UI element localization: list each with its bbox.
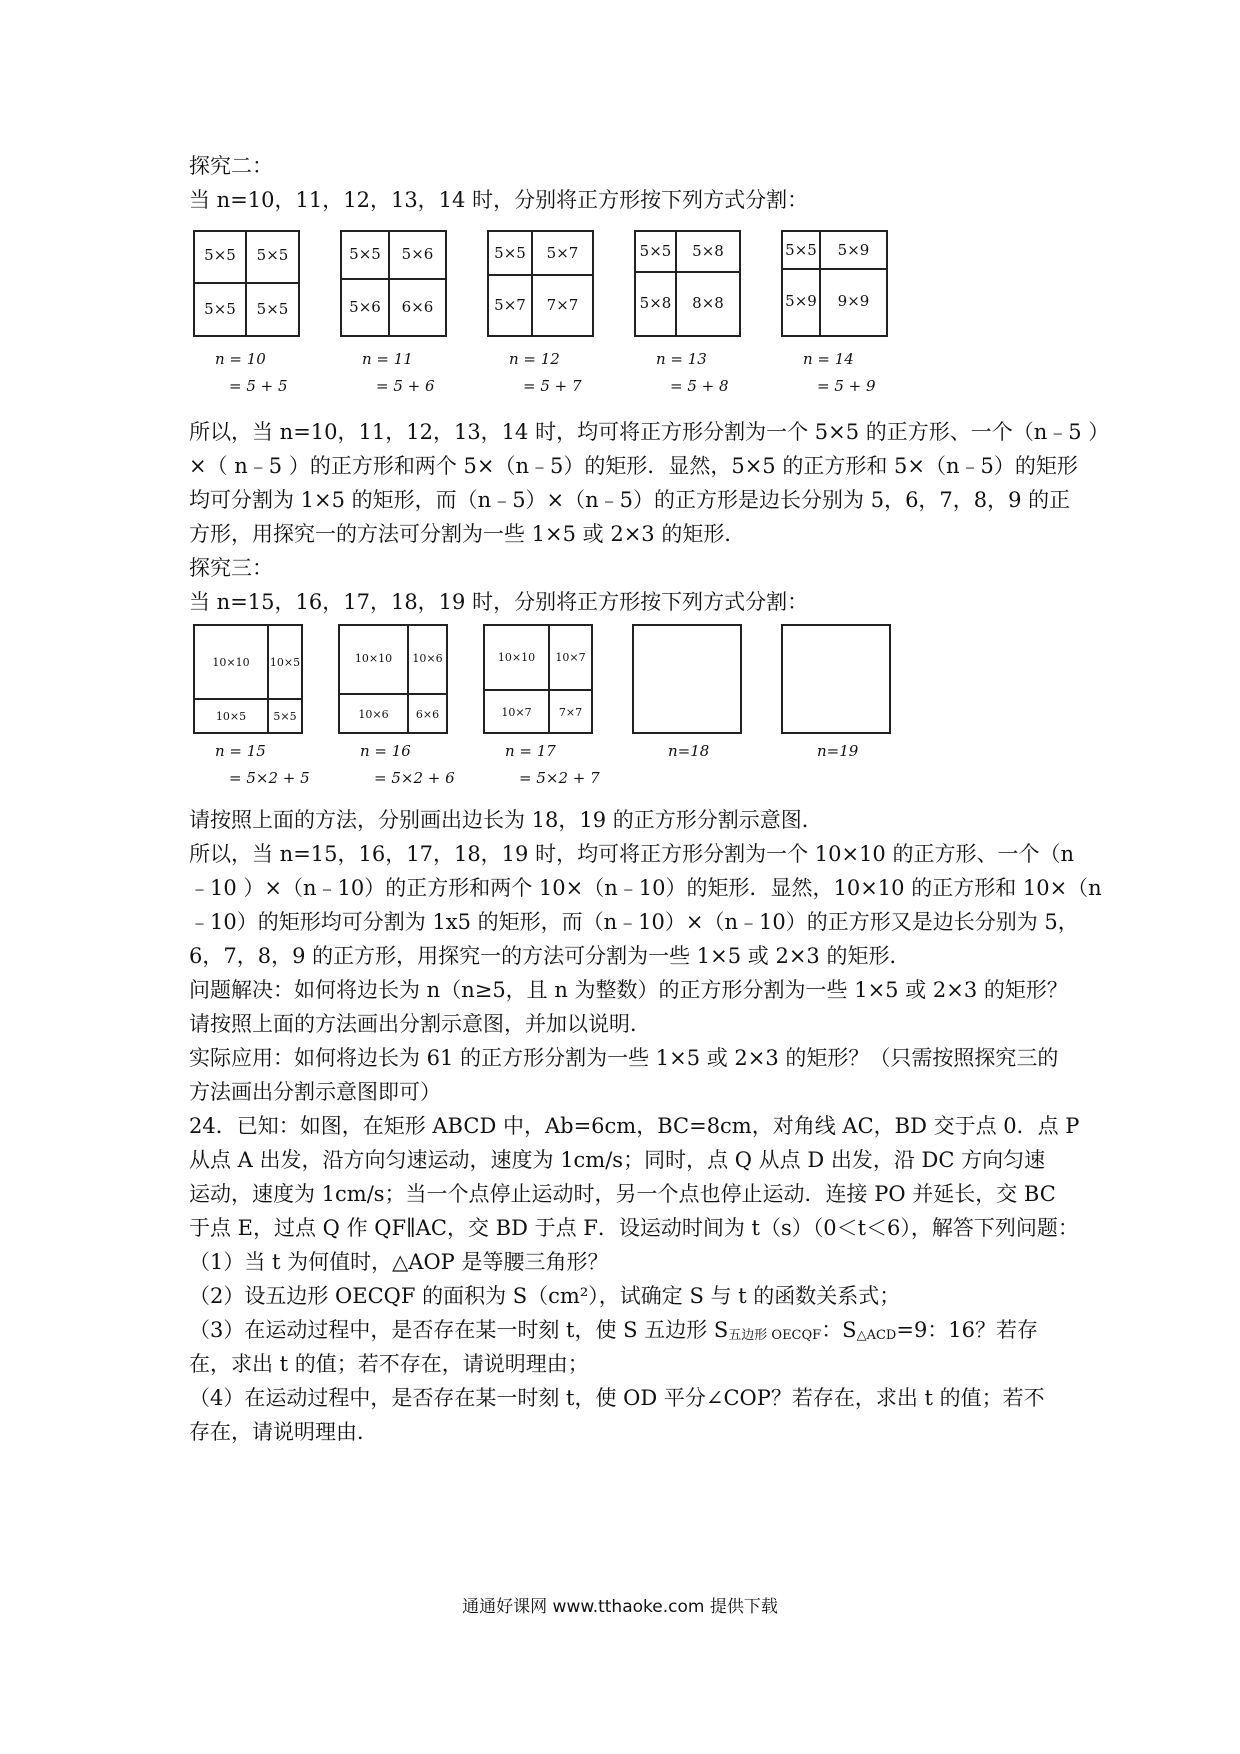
cell-label: 7×7	[546, 296, 579, 314]
caption-n: n=18	[668, 742, 710, 760]
cell-label: 10×5	[215, 710, 247, 723]
cell-label: 7×7	[558, 706, 583, 719]
cell-label: 10×6	[412, 652, 443, 665]
paragraph-line: ﹣10 ）×（n﹣10）的正方形和两个 10×（n﹣10）的矩形．显然，10×10 的正方形和 10×（n	[189, 876, 1102, 900]
caption-sum: = 5 + 5	[229, 377, 288, 395]
question-24-part-3	[189, 1316, 1038, 1350]
square-n17	[483, 624, 593, 734]
square-n15	[193, 624, 303, 734]
cell-label: 6×6	[415, 708, 440, 721]
question-24-line: 在，求出 t 的值；若不存在，请说明理由；	[189, 1352, 589, 1376]
caption-n: n = 16	[360, 742, 411, 760]
part-3-subscript-triangle: △ACD	[856, 1328, 897, 1343]
part-3-text-b: ：S	[821, 1318, 857, 1342]
paragraph-line: 问题解决：如何将边长为 n（n≥5，且 n 为整数）的正方形分割为一些 1×5 或 2×3 的矩形？	[189, 978, 1068, 1002]
cell-label: 10×7	[555, 651, 586, 664]
square-n14	[781, 230, 888, 337]
caption-n: n = 11	[362, 350, 413, 368]
part-3-text-c: =9：16？若存	[896, 1318, 1039, 1342]
caption-sum: = 5 + 6	[376, 377, 435, 395]
cell-label: 5×5	[349, 245, 381, 263]
cell-label: 10×6	[358, 708, 389, 721]
cell-label: 5×5	[785, 241, 817, 259]
question-24-part-2: （2）设五边形 OECQF 的面积为 S（cm²），试确定 S 与 t 的函数关系式；	[189, 1284, 901, 1308]
caption-sum: = 5×2 + 6	[374, 769, 455, 787]
cell-label: 5×7	[494, 296, 526, 314]
page-footer: 通通好课网 www.tthaoke.com 提供下载	[462, 1597, 778, 1617]
cell-label: 5×9	[837, 241, 870, 259]
cell-label: 5×7	[546, 244, 579, 262]
square-n13	[634, 230, 741, 337]
square-n18-empty	[632, 624, 742, 734]
paragraph-line: 实际应用：如何将边长为 61 的正方形分割为一些 1×5 或 2×3 的矩形？（只需按照探究三的	[189, 1046, 1059, 1070]
caption-sum: = 5×2 + 7	[519, 769, 600, 787]
cell-label: 10×10	[497, 651, 536, 664]
caption-sum: = 5 + 8	[670, 377, 729, 395]
cell-label: 5×5	[204, 300, 236, 318]
caption-n: n = 12	[509, 350, 560, 368]
cell-label: 5×5	[256, 246, 289, 264]
cell-label: 10×5	[269, 656, 301, 669]
square-n16	[338, 624, 448, 734]
cell-label: 10×10	[354, 652, 393, 665]
cell-label: 9×9	[837, 292, 870, 310]
paragraph-line: 方法画出分割示意图即可）	[189, 1080, 441, 1104]
figure-row-explore-2	[185, 228, 905, 408]
cell-label: 5×9	[785, 292, 817, 310]
cell-label: 5×5	[494, 244, 526, 262]
paragraph-line: ﹣10）的矩形均可分割为 1x5 的矩形，而（n﹣10）×（n﹣10）的正方形又是边长分别为 5，	[189, 910, 1079, 934]
paragraph-line: 均可分割为 1×5 的矩形，而（n﹣5）×（n﹣5）的正方形是边长分别为 5，6，7，8，9 的正	[189, 488, 1071, 512]
section-heading-explore-2: 探究二：	[189, 154, 273, 178]
explore-2-intro: 当 n=10，11，12，13，14 时，分别将正方形按下列方式分割：	[189, 188, 809, 212]
cell-label: 6×6	[401, 298, 434, 316]
paragraph-line: 6，7，8，9 的正方形，用探究一的方法可分割为一些 1×5 或 2×3 的矩形．	[189, 944, 911, 968]
cell-label: 5×5	[273, 710, 297, 723]
paragraph-line: 所以，当 n=10，11，12，13，14 时，均可将正方形分割为一个 5×5 的正方形、一个（n﹣5 ）	[189, 420, 1110, 444]
caption-sum: = 5 + 7	[523, 377, 582, 395]
paragraph-line: 请按照上面的方法，分别画出边长为 18，19 的正方形分割示意图．	[189, 808, 823, 832]
question-24-part-4: （4）在运动过程中，是否存在某一时刻 t，使 OD 平分∠COP？若存在，求出 t 的值；若不	[189, 1386, 1045, 1410]
caption-n: n = 15	[215, 742, 266, 760]
cell-label: 5×5	[204, 246, 236, 264]
figure-row-explore-3	[185, 622, 905, 794]
paragraph-line: 方形，用探究一的方法可分割为一些 1×5 或 2×3 的矩形．	[189, 522, 746, 546]
caption-n: n = 10	[215, 350, 266, 368]
caption-sum: = 5 + 9	[817, 377, 876, 395]
section-heading-explore-3: 探究三：	[189, 556, 273, 580]
part-3-text-a: （3）在运动过程中，是否存在某一时刻 t，使 S 五边形 S	[189, 1318, 729, 1342]
square-n11	[340, 230, 447, 337]
question-24-line: 存在，请说明理由．	[189, 1420, 378, 1444]
paragraph-line: ×（ n﹣5 ）的正方形和两个 5×（n﹣5）的矩形．显然，5×5 的正方形和 5×（n﹣5）的矩形	[189, 454, 1078, 478]
cell-label: 10×10	[212, 656, 250, 669]
cell-label: 5×6	[349, 298, 381, 316]
caption-n: n = 13	[656, 350, 707, 368]
question-24-part-1: （1）当 t 为何值时，△AOP 是等腰三角形？	[189, 1250, 609, 1274]
cell-label: 10×7	[501, 706, 532, 719]
caption-n: n=19	[817, 742, 859, 760]
explore-3-intro: 当 n=15，16，17，18，19 时，分别将正方形按下列方式分割：	[189, 590, 809, 614]
cell-label: 5×5	[256, 300, 289, 318]
cell-label: 5×8	[692, 242, 724, 260]
part-3-subscript-pentagon: 五边形 OECQF	[728, 1328, 822, 1343]
question-24-line: 于点 E，过点 Q 作 QF∥AC，交 BD 于点 F．设运动时间为 t（s）（0＜t＜6），解答下列问题：	[189, 1216, 1079, 1240]
cell-label: 8×8	[692, 294, 724, 312]
paragraph-line: 请按照上面的方法画出分割示意图，并加以说明．	[189, 1012, 651, 1036]
square-n12	[487, 230, 594, 337]
paragraph-line: 所以，当 n=15，16，17，18，19 时，均可将正方形分割为一个 10×10 的正方形、一个（n	[189, 842, 1074, 866]
question-24-line: 运动，速度为 1cm/s；当一个点停止运动时，另一个点也停止运动．连接 PO 并延长，交 BC	[189, 1182, 1056, 1206]
square-n19-empty	[781, 624, 891, 734]
cell-label: 5×6	[401, 245, 434, 263]
square-n10	[193, 230, 300, 337]
caption-n: n = 14	[803, 350, 854, 368]
cell-label: 5×5	[639, 242, 672, 260]
caption-n: n = 17	[505, 742, 556, 760]
question-24-line: 24．已知：如图，在矩形 ABCD 中，Ab=6cm，BC=8cm，对角线 AC，BD 交于点 0．点 P	[189, 1114, 1080, 1138]
cell-label: 5×8	[639, 294, 672, 312]
caption-sum: = 5×2 + 5	[229, 769, 310, 787]
question-24-line: 从点 A 出发，沿方向匀速运动，速度为 1cm/s；同时，点 Q 从点 D 出发，沿 DC 方向匀速	[189, 1148, 1046, 1172]
